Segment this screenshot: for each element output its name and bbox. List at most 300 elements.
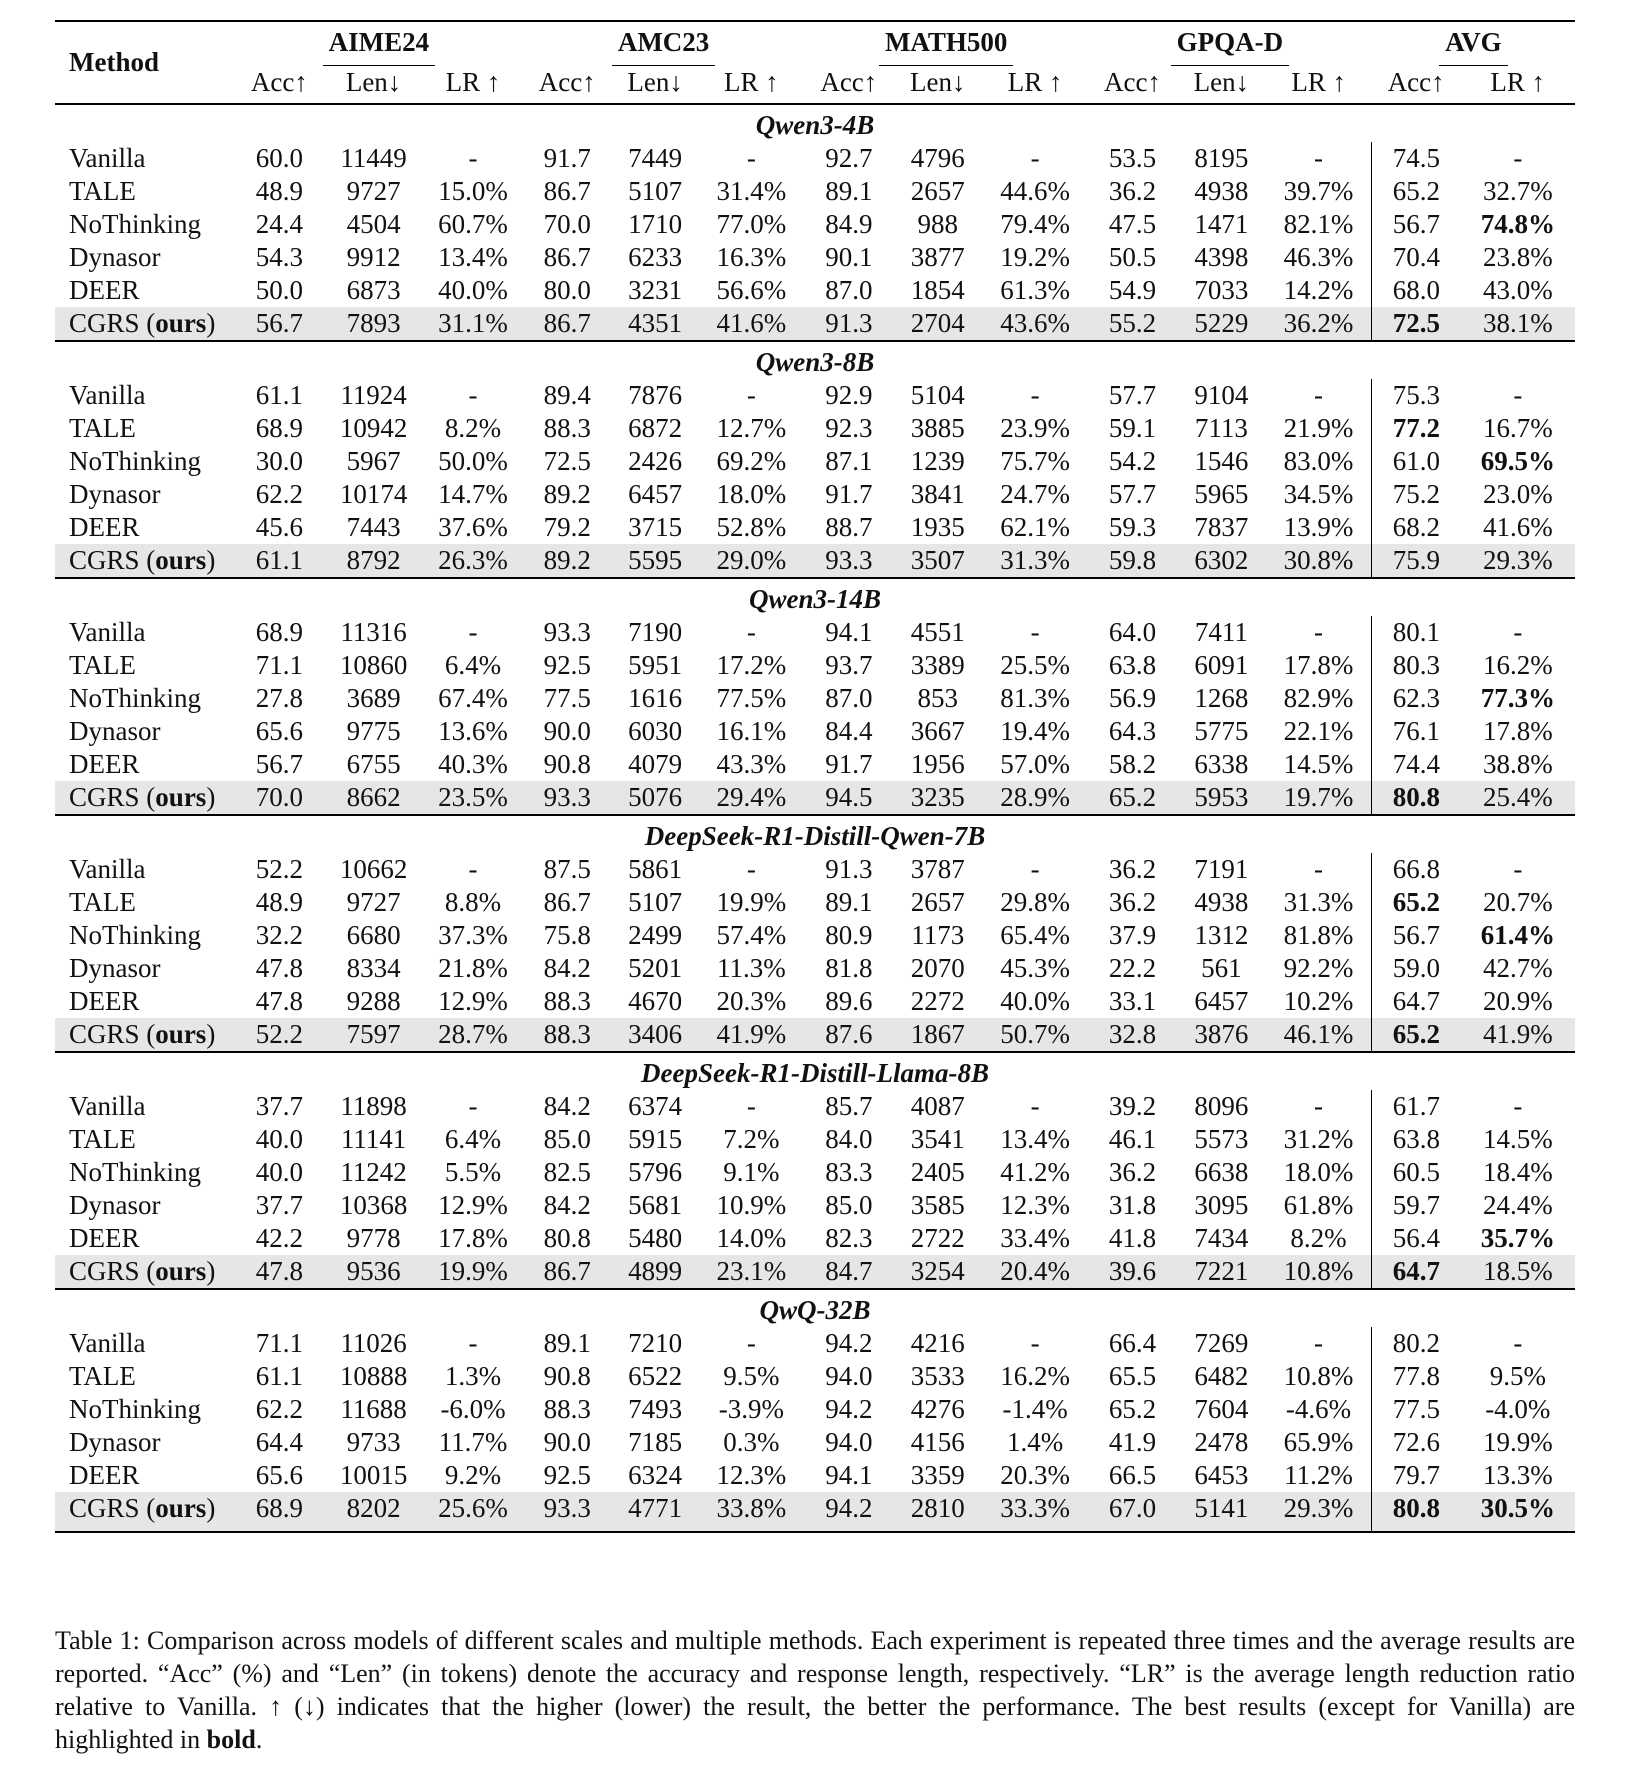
- value-cell: 36.2: [1108, 176, 1157, 206]
- value-cell: 9288: [346, 986, 401, 1016]
- value-cell: 29.3%: [1461, 544, 1575, 578]
- value-cell: 1268: [1194, 683, 1249, 713]
- value-cell: 65.6: [255, 716, 303, 746]
- value-cell: 36.2%: [1266, 307, 1372, 341]
- value-cell: 63.8: [1108, 650, 1157, 680]
- value-cell: -4.6%: [1285, 1394, 1352, 1424]
- value-cell: 81.8%: [1283, 920, 1354, 950]
- value-cell: 10662: [339, 854, 408, 884]
- value-cell: 47.8: [235, 1255, 324, 1289]
- value-cell: 94.1: [825, 1460, 873, 1490]
- value-cell: 48.9: [255, 887, 303, 917]
- value-cell: 68.9: [255, 413, 303, 443]
- value-cell: 10888: [339, 1361, 408, 1391]
- value-cell: 44.6%: [1000, 176, 1070, 206]
- value-cell: 4938: [1194, 176, 1249, 206]
- value-cell: 64.0: [1108, 617, 1157, 647]
- value-cell: 52.2: [235, 1018, 324, 1052]
- value-cell: -: [468, 380, 478, 410]
- value-cell: 72.5: [543, 446, 591, 476]
- value-cell: 9.5%: [723, 1361, 780, 1391]
- value-cell: -: [746, 143, 756, 173]
- value-cell: 85.0: [543, 1124, 591, 1154]
- method-cell: [55, 412, 235, 445]
- value-cell: -: [1030, 143, 1040, 173]
- method-cell: [55, 478, 235, 511]
- value-cell: 21.8%: [438, 953, 508, 983]
- value-cell: 85.0: [825, 1190, 873, 1220]
- value-cell: 33.3%: [982, 1492, 1088, 1532]
- value-cell: 12.3%: [1000, 1190, 1070, 1220]
- value-cell: 60.7%: [438, 209, 508, 239]
- value-cell: 5107: [628, 887, 683, 917]
- value-cell: 13.4%: [1000, 1124, 1070, 1154]
- value-cell: 22.2: [1108, 953, 1157, 983]
- value-cell: 7411: [1194, 617, 1248, 647]
- ours-label: ours: [155, 308, 207, 338]
- value-cell: 6338: [1194, 749, 1249, 779]
- method-cell: [55, 1327, 235, 1360]
- value-cell: 5953: [1177, 781, 1266, 815]
- value-cell: 2810: [893, 1492, 982, 1532]
- sub-header-acc: Acc↑: [250, 67, 308, 97]
- value-cell: 9727: [346, 887, 401, 917]
- value-cell: 1.3%: [444, 1361, 502, 1391]
- value-cell: 77.2: [1372, 412, 1461, 445]
- value-cell: 1.4%: [1006, 1427, 1064, 1457]
- method-name: Dynasor: [69, 716, 161, 746]
- value-cell: 17.2%: [716, 650, 787, 680]
- value-cell: 3667: [910, 716, 965, 746]
- value-cell: 61.1: [255, 380, 303, 410]
- value-cell: 79.7: [1372, 1459, 1461, 1492]
- sub-header-len: Len↓: [909, 67, 966, 97]
- value-cell: 71.1: [255, 650, 303, 680]
- value-cell: 59.3: [1108, 512, 1157, 542]
- value-cell: 11141: [340, 1124, 407, 1154]
- value-cell: 67.0: [1088, 1492, 1177, 1532]
- value-cell: 20.4%: [982, 1255, 1088, 1289]
- value-cell: 84.2: [543, 1091, 591, 1121]
- value-cell: 17.8%: [1482, 716, 1553, 746]
- value-cell: 1956: [910, 749, 965, 779]
- method-cell: [55, 445, 235, 478]
- value-cell: 7190: [628, 617, 683, 647]
- method-name: NoThinking: [69, 1394, 201, 1424]
- method-cell: [55, 985, 235, 1018]
- value-cell: 1616: [628, 683, 683, 713]
- value-cell: 65.4%: [1000, 920, 1070, 950]
- value-cell: 9.2%: [444, 1460, 502, 1490]
- method-cell: [55, 682, 235, 715]
- results-table: [55, 20, 1575, 1533]
- method-name: Vanilla: [69, 617, 146, 647]
- method-name: CGRS: [69, 1019, 140, 1049]
- value-cell: 3885: [910, 413, 965, 443]
- value-cell: 61.8%: [1283, 1190, 1354, 1220]
- value-cell: 19.9%: [716, 887, 787, 917]
- value-cell: 8334: [346, 953, 401, 983]
- value-cell: 3689: [346, 683, 401, 713]
- value-cell: 65.6: [255, 1460, 303, 1490]
- value-cell: 6.4%: [444, 1124, 502, 1154]
- value-cell: 68.9: [235, 1492, 324, 1532]
- table-row: [55, 1360, 1575, 1393]
- value-cell: 3715: [628, 512, 683, 542]
- value-cell: 1710: [628, 209, 683, 239]
- value-cell: -: [1314, 380, 1324, 410]
- value-cell: 30.0: [255, 446, 303, 476]
- value-cell: 91.7: [543, 143, 591, 173]
- value-cell: 56.7: [1372, 919, 1461, 952]
- table-row: [55, 748, 1575, 781]
- value-cell: 89.1: [825, 887, 873, 917]
- value-cell: 75.7%: [1000, 446, 1070, 476]
- value-cell: 69.2%: [716, 446, 787, 476]
- value-cell: 2499: [628, 920, 683, 950]
- value-cell: 7033: [1194, 275, 1249, 305]
- value-cell: 27.8: [255, 683, 303, 713]
- value-cell: 56.7: [235, 307, 324, 341]
- value-cell: 3406: [612, 1018, 699, 1052]
- value-cell: 84.7: [804, 1255, 893, 1289]
- value-cell: 89.1: [543, 1328, 591, 1358]
- value-cell: 10015: [339, 1460, 408, 1490]
- value-cell: 24.4: [255, 209, 303, 239]
- value-cell: -: [746, 1328, 756, 1358]
- value-cell: 72.6: [1372, 1426, 1461, 1459]
- model-section-title: Qwen3-4B: [55, 104, 1575, 142]
- value-cell: 92.2%: [1283, 953, 1354, 983]
- value-cell: 89.6: [825, 986, 873, 1016]
- value-cell: -: [1030, 380, 1040, 410]
- value-cell: 63.8: [1372, 1123, 1461, 1156]
- value-cell: 84.9: [825, 209, 873, 239]
- value-cell: 61.3%: [1000, 275, 1070, 305]
- value-cell: 74.4: [1372, 748, 1461, 781]
- table-row: [55, 544, 1575, 578]
- method-name: DEER: [69, 749, 140, 779]
- value-cell: 12.7%: [716, 413, 787, 443]
- value-cell: 33.8%: [698, 1492, 804, 1532]
- method-name: TALE: [69, 887, 136, 917]
- value-cell: 6324: [628, 1460, 683, 1490]
- value-cell: 47.5: [1108, 209, 1157, 239]
- value-cell: 29.0%: [698, 544, 804, 578]
- value-cell: 94.2: [825, 1394, 873, 1424]
- value-cell: 80.8: [1372, 781, 1461, 815]
- value-cell: 2722: [910, 1223, 965, 1253]
- method-cell: [55, 1090, 235, 1123]
- value-cell: 12.9%: [438, 986, 508, 1016]
- value-cell: 6.4%: [444, 650, 502, 680]
- method-cell: [55, 1156, 235, 1189]
- value-cell: 91.7: [825, 749, 873, 779]
- sub-header-lr: LR ↑: [445, 67, 501, 97]
- value-cell: 31.2%: [1283, 1124, 1354, 1154]
- value-cell: 14.2%: [1283, 275, 1354, 305]
- value-cell: 17.8%: [1283, 650, 1354, 680]
- sub-header-lr: LR ↑: [1007, 67, 1063, 97]
- value-cell: 38.8%: [1482, 749, 1553, 779]
- method-cell: CGRS (ours): [55, 1255, 235, 1289]
- value-cell: 7221: [1177, 1255, 1266, 1289]
- value-cell: 1239: [910, 446, 965, 476]
- method-cell: [55, 1360, 235, 1393]
- value-cell: 60.0: [255, 143, 303, 173]
- table-row: [55, 649, 1575, 682]
- value-cell: 39.7%: [1283, 176, 1354, 206]
- value-cell: 93.3: [523, 781, 612, 815]
- method-cell: CGRS (ours): [55, 781, 235, 815]
- value-cell: 9.5%: [1489, 1361, 1546, 1391]
- value-cell: 77.3%: [1480, 683, 1555, 713]
- value-cell: 6030: [628, 716, 683, 746]
- value-cell: 59.7: [1372, 1189, 1461, 1222]
- value-cell: 81.3%: [1000, 683, 1070, 713]
- value-cell: -: [1030, 1328, 1040, 1358]
- value-cell: 46.1%: [1266, 1018, 1372, 1052]
- value-cell: 2657: [910, 176, 965, 206]
- value-cell: 80.3: [1372, 649, 1461, 682]
- caption-bold-word: bold: [206, 1725, 256, 1754]
- value-cell: 11.2%: [1284, 1460, 1353, 1490]
- value-cell: 59.0: [1372, 952, 1461, 985]
- value-cell: 21.9%: [1283, 413, 1354, 443]
- group-header-aime24: AIME24: [235, 21, 523, 66]
- value-cell: 3841: [910, 479, 965, 509]
- value-cell: -: [1030, 617, 1040, 647]
- value-cell: 3095: [1194, 1190, 1249, 1220]
- value-cell: 20.7%: [1482, 887, 1553, 917]
- sub-header-lr: LR ↑: [1490, 67, 1546, 97]
- group-header-avg: AVG: [1372, 21, 1575, 66]
- value-cell: 50.0%: [438, 446, 508, 476]
- value-cell: 80.8: [1372, 1492, 1461, 1532]
- model-section-title: Qwen3-14B: [55, 578, 1575, 616]
- method-name: NoThinking: [69, 446, 201, 476]
- method-name: CGRS: [69, 1256, 140, 1286]
- value-cell: 16.1%: [716, 716, 787, 746]
- method-name: CGRS: [69, 308, 140, 338]
- value-cell: 92.5: [543, 650, 591, 680]
- value-cell: 1471: [1194, 209, 1249, 239]
- value-cell: 74.5: [1372, 142, 1461, 175]
- method-name: DEER: [69, 275, 140, 305]
- value-cell: 7449: [628, 143, 683, 173]
- value-cell: 32.7%: [1482, 176, 1553, 206]
- value-cell: 10942: [339, 413, 408, 443]
- value-cell: 11.3%: [717, 953, 786, 983]
- value-cell: 91.7: [825, 479, 873, 509]
- value-cell: 37.3%: [438, 920, 508, 950]
- value-cell: 24.7%: [1000, 479, 1070, 509]
- value-cell: 2657: [910, 887, 965, 917]
- value-cell: 53.5: [1108, 143, 1157, 173]
- value-cell: 10.2%: [1283, 986, 1354, 1016]
- table-row: [55, 274, 1575, 307]
- value-cell: 31.4%: [716, 176, 787, 206]
- table-row: [55, 142, 1575, 175]
- value-cell: 9.1%: [723, 1157, 780, 1187]
- value-cell: 16.3%: [716, 242, 787, 272]
- method-cell: CGRS (ours): [55, 544, 235, 578]
- value-cell: 1546: [1194, 446, 1249, 476]
- value-cell: 18.5%: [1461, 1255, 1575, 1289]
- value-cell: 70.4: [1372, 241, 1461, 274]
- value-cell: 93.3: [804, 544, 893, 578]
- value-cell: 62.3: [1372, 682, 1461, 715]
- value-cell: -1.4%: [1002, 1394, 1068, 1424]
- value-cell: 77.8: [1372, 1360, 1461, 1393]
- method-name: Dynasor: [69, 1427, 161, 1457]
- value-cell: 13.9%: [1283, 512, 1354, 542]
- value-cell: 25.5%: [1000, 650, 1070, 680]
- value-cell: -: [468, 854, 478, 884]
- value-cell: 29.4%: [698, 781, 804, 815]
- value-cell: 11898: [340, 1091, 407, 1121]
- value-cell: 10368: [339, 1190, 408, 1220]
- value-cell: 18.4%: [1482, 1157, 1553, 1187]
- value-cell: 80.1: [1372, 616, 1461, 649]
- value-cell: 90.8: [543, 749, 591, 779]
- ours-label: ours: [155, 782, 207, 812]
- value-cell: 16.2%: [1000, 1361, 1070, 1391]
- value-cell: 89.1: [825, 176, 873, 206]
- value-cell: 80.0: [543, 275, 591, 305]
- value-cell: 6091: [1194, 650, 1249, 680]
- value-cell: 86.7: [543, 242, 591, 272]
- value-cell: 42.2: [255, 1223, 303, 1253]
- value-cell: 11924: [340, 380, 407, 410]
- value-cell: 5915: [628, 1124, 683, 1154]
- value-cell: 17.8%: [438, 1223, 508, 1253]
- value-cell: 90.0: [543, 1427, 591, 1457]
- value-cell: -: [1030, 854, 1040, 884]
- value-cell: 31.1%: [423, 307, 522, 341]
- value-cell: 11026: [340, 1328, 407, 1358]
- value-cell: 14.0%: [716, 1223, 787, 1253]
- value-cell: 90.8: [543, 1361, 591, 1391]
- method-cell: [55, 1426, 235, 1459]
- table-row: [55, 985, 1575, 1018]
- value-cell: 54.9: [1108, 275, 1157, 305]
- table-row: [55, 241, 1575, 274]
- value-cell: 12.3%: [716, 1460, 787, 1490]
- value-cell: 43.0%: [1482, 275, 1553, 305]
- value-cell: 19.4%: [1000, 716, 1070, 746]
- value-cell: 1854: [910, 275, 965, 305]
- value-cell: 69.5%: [1480, 446, 1555, 476]
- method-name: Vanilla: [69, 1091, 146, 1121]
- method-cell: [55, 748, 235, 781]
- value-cell: 92.5: [543, 1460, 591, 1490]
- value-cell: 8096: [1194, 1091, 1249, 1121]
- value-cell: 85.7: [825, 1091, 873, 1121]
- value-cell: 47.8: [255, 986, 303, 1016]
- value-cell: 65.9%: [1283, 1427, 1354, 1457]
- value-cell: 60.5: [1372, 1156, 1461, 1189]
- value-cell: 40.0: [255, 1124, 303, 1154]
- value-cell: 94.0: [825, 1361, 873, 1391]
- value-cell: 70.0: [235, 781, 324, 815]
- value-cell: 13.4%: [438, 242, 508, 272]
- value-cell: 84.2: [543, 1190, 591, 1220]
- value-cell: 93.3: [543, 617, 591, 647]
- value-cell: 6374: [628, 1091, 683, 1121]
- value-cell: 9536: [324, 1255, 423, 1289]
- value-cell: 2070: [910, 953, 965, 983]
- value-cell: 36.2: [1108, 854, 1157, 884]
- value-cell: 90.0: [543, 716, 591, 746]
- value-cell: -: [1513, 617, 1523, 647]
- value-cell: 561: [1201, 953, 1242, 983]
- value-cell: 90.1: [825, 242, 873, 272]
- value-cell: 86.7: [523, 307, 612, 341]
- value-cell: 89.4: [543, 380, 591, 410]
- value-cell: 37.7: [255, 1091, 303, 1121]
- value-cell: 86.7: [523, 1255, 612, 1289]
- table-row: [55, 1189, 1575, 1222]
- value-cell: 67.4%: [438, 683, 508, 713]
- value-cell: 77.5%: [716, 683, 787, 713]
- value-cell: 0.3%: [723, 1427, 780, 1457]
- value-cell: 4398: [1194, 242, 1249, 272]
- value-cell: 11449: [340, 143, 407, 173]
- value-cell: 4156: [910, 1427, 965, 1457]
- value-cell: 18.0%: [716, 479, 787, 509]
- value-cell: 86.7: [543, 887, 591, 917]
- method-header: Method: [69, 47, 159, 77]
- method-cell: [55, 853, 235, 886]
- value-cell: 7113: [1194, 413, 1248, 443]
- results-table-wrapper: [55, 20, 1575, 1533]
- table-row: [55, 886, 1575, 919]
- value-cell: -: [1314, 1091, 1324, 1121]
- method-name: NoThinking: [69, 683, 201, 713]
- value-cell: 92.7: [825, 143, 873, 173]
- method-name: CGRS: [69, 545, 140, 575]
- value-cell: -3.9%: [718, 1394, 785, 1424]
- value-cell: 3877: [910, 242, 965, 272]
- value-cell: 65.5: [1108, 1361, 1157, 1391]
- value-cell: -: [1513, 380, 1523, 410]
- value-cell: 68.0: [1372, 274, 1461, 307]
- value-cell: 14.5%: [1482, 1124, 1553, 1154]
- value-cell: 89.2: [543, 479, 591, 509]
- value-cell: 59.1: [1108, 413, 1157, 443]
- value-cell: 2704: [893, 307, 982, 341]
- value-cell: 56.7: [255, 749, 303, 779]
- value-cell: 62.2: [255, 1394, 303, 1424]
- value-cell: 9778: [346, 1223, 401, 1253]
- value-cell: 80.8: [543, 1223, 591, 1253]
- value-cell: 5573: [1194, 1124, 1249, 1154]
- value-cell: 41.9%: [1461, 1018, 1575, 1052]
- value-cell: 5.5%: [444, 1157, 502, 1187]
- value-cell: 1935: [910, 512, 965, 542]
- value-cell: 83.3: [825, 1157, 873, 1187]
- method-cell: [55, 511, 235, 544]
- value-cell: -: [746, 380, 756, 410]
- table-row: [55, 952, 1575, 985]
- value-cell: 18.0%: [1283, 1157, 1354, 1187]
- value-cell: 7185: [628, 1427, 683, 1457]
- group-header-gpqa-d: GPQA-D: [1088, 21, 1372, 66]
- value-cell: 25.4%: [1461, 781, 1575, 815]
- value-cell: 30.5%: [1461, 1492, 1575, 1532]
- method-name: NoThinking: [69, 920, 201, 950]
